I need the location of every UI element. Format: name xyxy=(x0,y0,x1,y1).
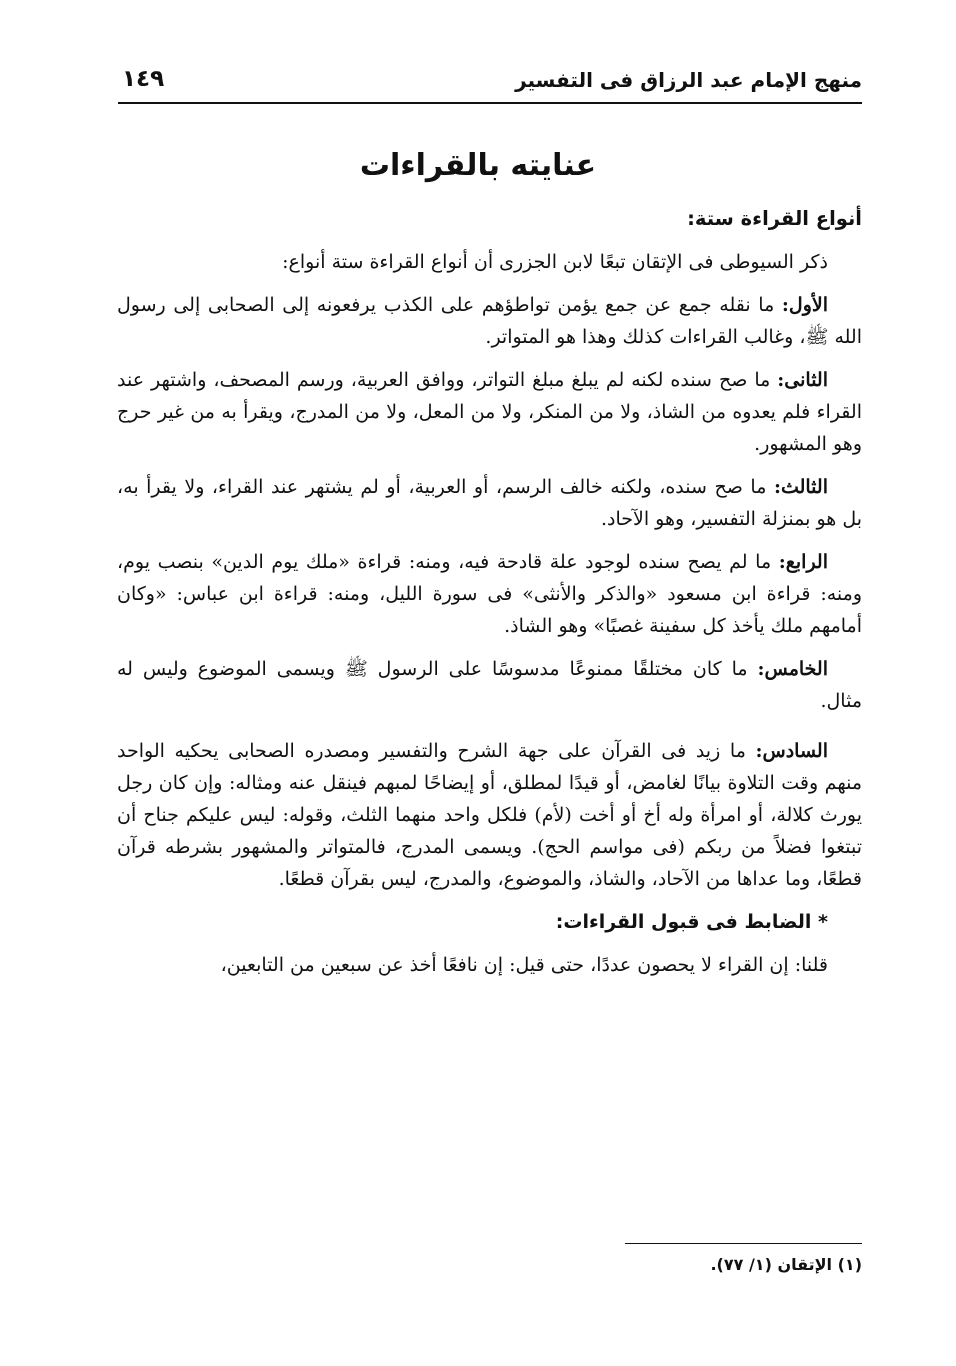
closing-paragraph: قلنا: إن القراء لا يحصون عددًا، حتى قيل: إن نافعًا أخذ عن سبعين من التابعين، xyxy=(220,954,828,976)
intro-paragraph: ذكر السيوطى فى الإتقان تبعًا لابن الجزرى أن أنواع القراءة ستة أنواع: xyxy=(282,251,828,273)
type-paragraph-3 xyxy=(117,471,862,535)
type-text: ما زيد فى القرآن على جهة الشرح والتفسير ومصدره الصحابى يحكيه الواحد منهم وقت التلاوة بيانًا لغامض، أو قيدًا لمطلق، أو إيضاحًا لمبهم فينقل عنه ومثاله: وإن كان رجل يورث كلالة، أو امرأة وله أخ أو أخت (لأم) فلكل واحد منهما الثلث، وقوله: ليس عليكم جناح أن تبتغوا فضلاً من ربكم (فى مواسم الحج). ويسمى المدرج، فالمتواتر والمشهور بشرطه قرآن قطعًا، وما عداها من الآحاد، والشاذ، والموضوع، والمدرج، ليس بقرآن قطعًا. xyxy=(117,740,862,890)
footnote-divider xyxy=(625,1243,862,1244)
page-number: ١٤٩ xyxy=(122,66,165,92)
page-body xyxy=(117,203,862,992)
footnote: (١) الإتقان (١/ ٧٧). xyxy=(710,1255,862,1274)
type-text: ما صح سنده، ولكنه خالف الرسم، أو العربية، أو لم يشتهر عند القراء، ولا يقرأ به، بل هو بمنزلة التفسير، وهو الآحاد. xyxy=(117,476,862,530)
rule-heading: * الضابط فى قبول القراءات: xyxy=(555,911,828,933)
type-term: الثالث: xyxy=(773,476,828,498)
type-term: الرابع: xyxy=(778,551,828,573)
type-term: الأول: xyxy=(781,294,828,316)
type-paragraph-2 xyxy=(117,364,862,460)
header-title: منهج الإمام عبد الرزاق فى التفسير xyxy=(515,68,862,92)
type-text: ما صح سنده لكنه لم يبلغ مبلغ التواتر، ووافق العربية، ورسم المصحف، واشتهر عند القراء فلم يعدوه من الشاذ، ولا من المنكر، ولا من المعل، ولا من المدرج، ويقرأ به من غير حرج وهو المشهور. xyxy=(117,369,862,455)
type-text: ما كان مختلقًا ممنوعًا مدسوسًا على الرسول ﷺ ويسمى الموضوع وليس له مثال. xyxy=(117,658,862,712)
type-paragraph-1 xyxy=(117,289,862,353)
type-term: الثانى: xyxy=(777,369,828,391)
subheading: أنواع القراءة ستة: xyxy=(687,207,862,230)
type-text: ما لم يصح سنده لوجود علة قادحة فيه، ومنه: قراءة «ملك يوم الدين» بنصب يوم، ومنه: قراءة ابن مسعود «والذكر والأنثى» فى سورة الليل، ومنه: قراءة ابن عباس: «وكان أمامهم ملك يأخذ كل سفينة غصبًا» وهو الشاذ. xyxy=(117,551,862,637)
type-term: الخامس: xyxy=(757,658,828,680)
type-paragraph-6 xyxy=(117,735,862,895)
type-text: ما نقله جمع عن جمع يؤمن تواطؤهم على الكذب يرفعونه إلى الصحابى إلى رسول الله ﷺ، وغالب القراءات كذلك وهذا هو المتواتر. xyxy=(117,294,862,348)
type-paragraph-4 xyxy=(117,546,862,642)
section-title: عنايته بالقراءات xyxy=(359,148,597,183)
running-header xyxy=(118,62,862,104)
type-term: السادس: xyxy=(755,740,828,762)
type-paragraph-5 xyxy=(117,653,862,717)
